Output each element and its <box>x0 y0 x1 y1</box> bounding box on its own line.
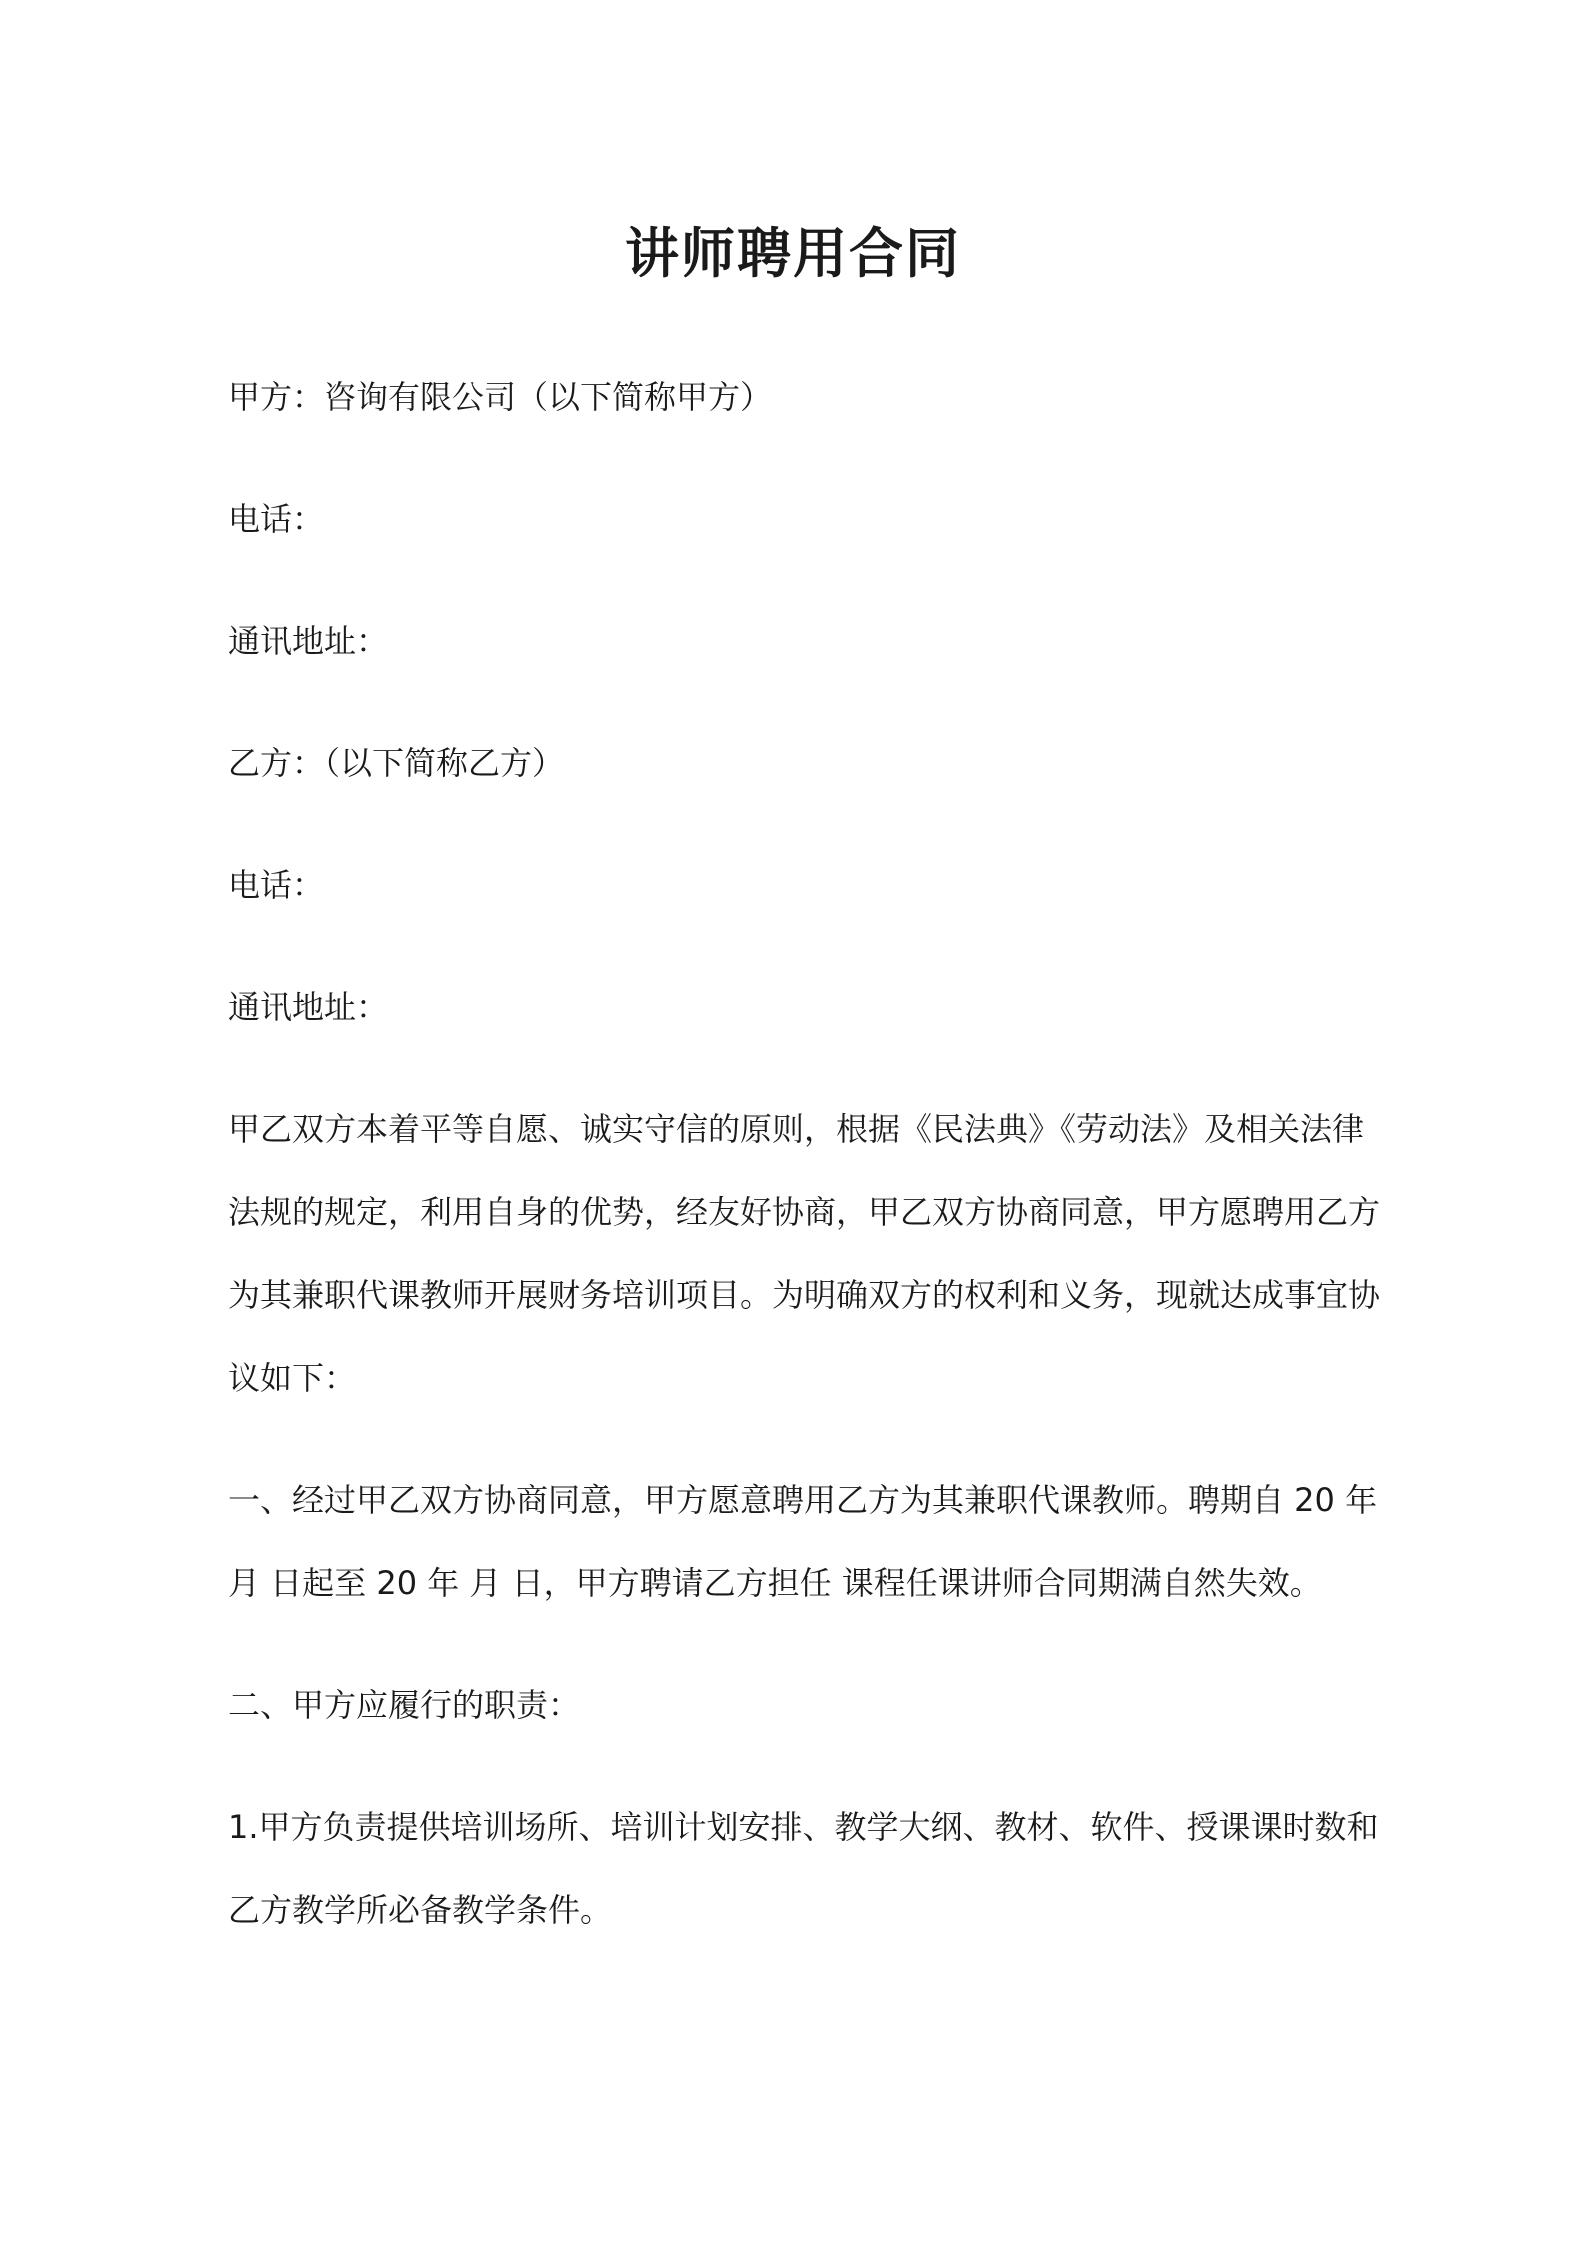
clause-2-item-1-line-1: 1.甲方负责提供培训场所、培训计划安排、教学大纲、教材、软件、授课课时数和 <box>228 1808 1379 1846</box>
party-b-line: 乙方：（以下简称乙方） <box>228 744 565 782</box>
clause-1-line-2: 月 日起至 20 年 月 日，甲方聘请乙方担任 课程任课讲师合同期满自然失效。 <box>228 1564 1322 1602</box>
preamble-line-2: 法规的规定，利用自身的优势，经友好协商，甲乙双方协商同意，甲方愿聘用乙方 <box>228 1193 1381 1231</box>
party-b-address: 通讯地址： <box>228 988 389 1026</box>
preamble-line-3: 为其兼职代课教师开展财务培训项目。为明确双方的权利和义务，现就达成事宜协 <box>228 1276 1381 1314</box>
preamble-line-1: 甲乙双方本着平等自愿、诚实守信的原则，根据《民法典》《劳动法》及相关法律 <box>228 1110 1365 1148</box>
party-a-address: 通讯地址： <box>228 622 389 660</box>
preamble-line-4: 议如下： <box>228 1359 357 1397</box>
document-title: 讲师聘用合同 <box>625 222 961 285</box>
party-a-phone: 电话： <box>228 500 325 538</box>
clause-2-heading: 二、甲方应履行的职责： <box>228 1686 581 1724</box>
clause-2-item-1-line-2: 乙方教学所必备教学条件。 <box>228 1891 613 1929</box>
party-a-line: 甲方：咨询有限公司（以下简称甲方） <box>228 378 773 416</box>
clause-1-line-1: 一、经过甲乙双方协商同意，甲方愿意聘用乙方为其兼职代课教师。聘期自 20 年 <box>228 1481 1378 1519</box>
party-b-phone: 电话： <box>228 866 325 904</box>
